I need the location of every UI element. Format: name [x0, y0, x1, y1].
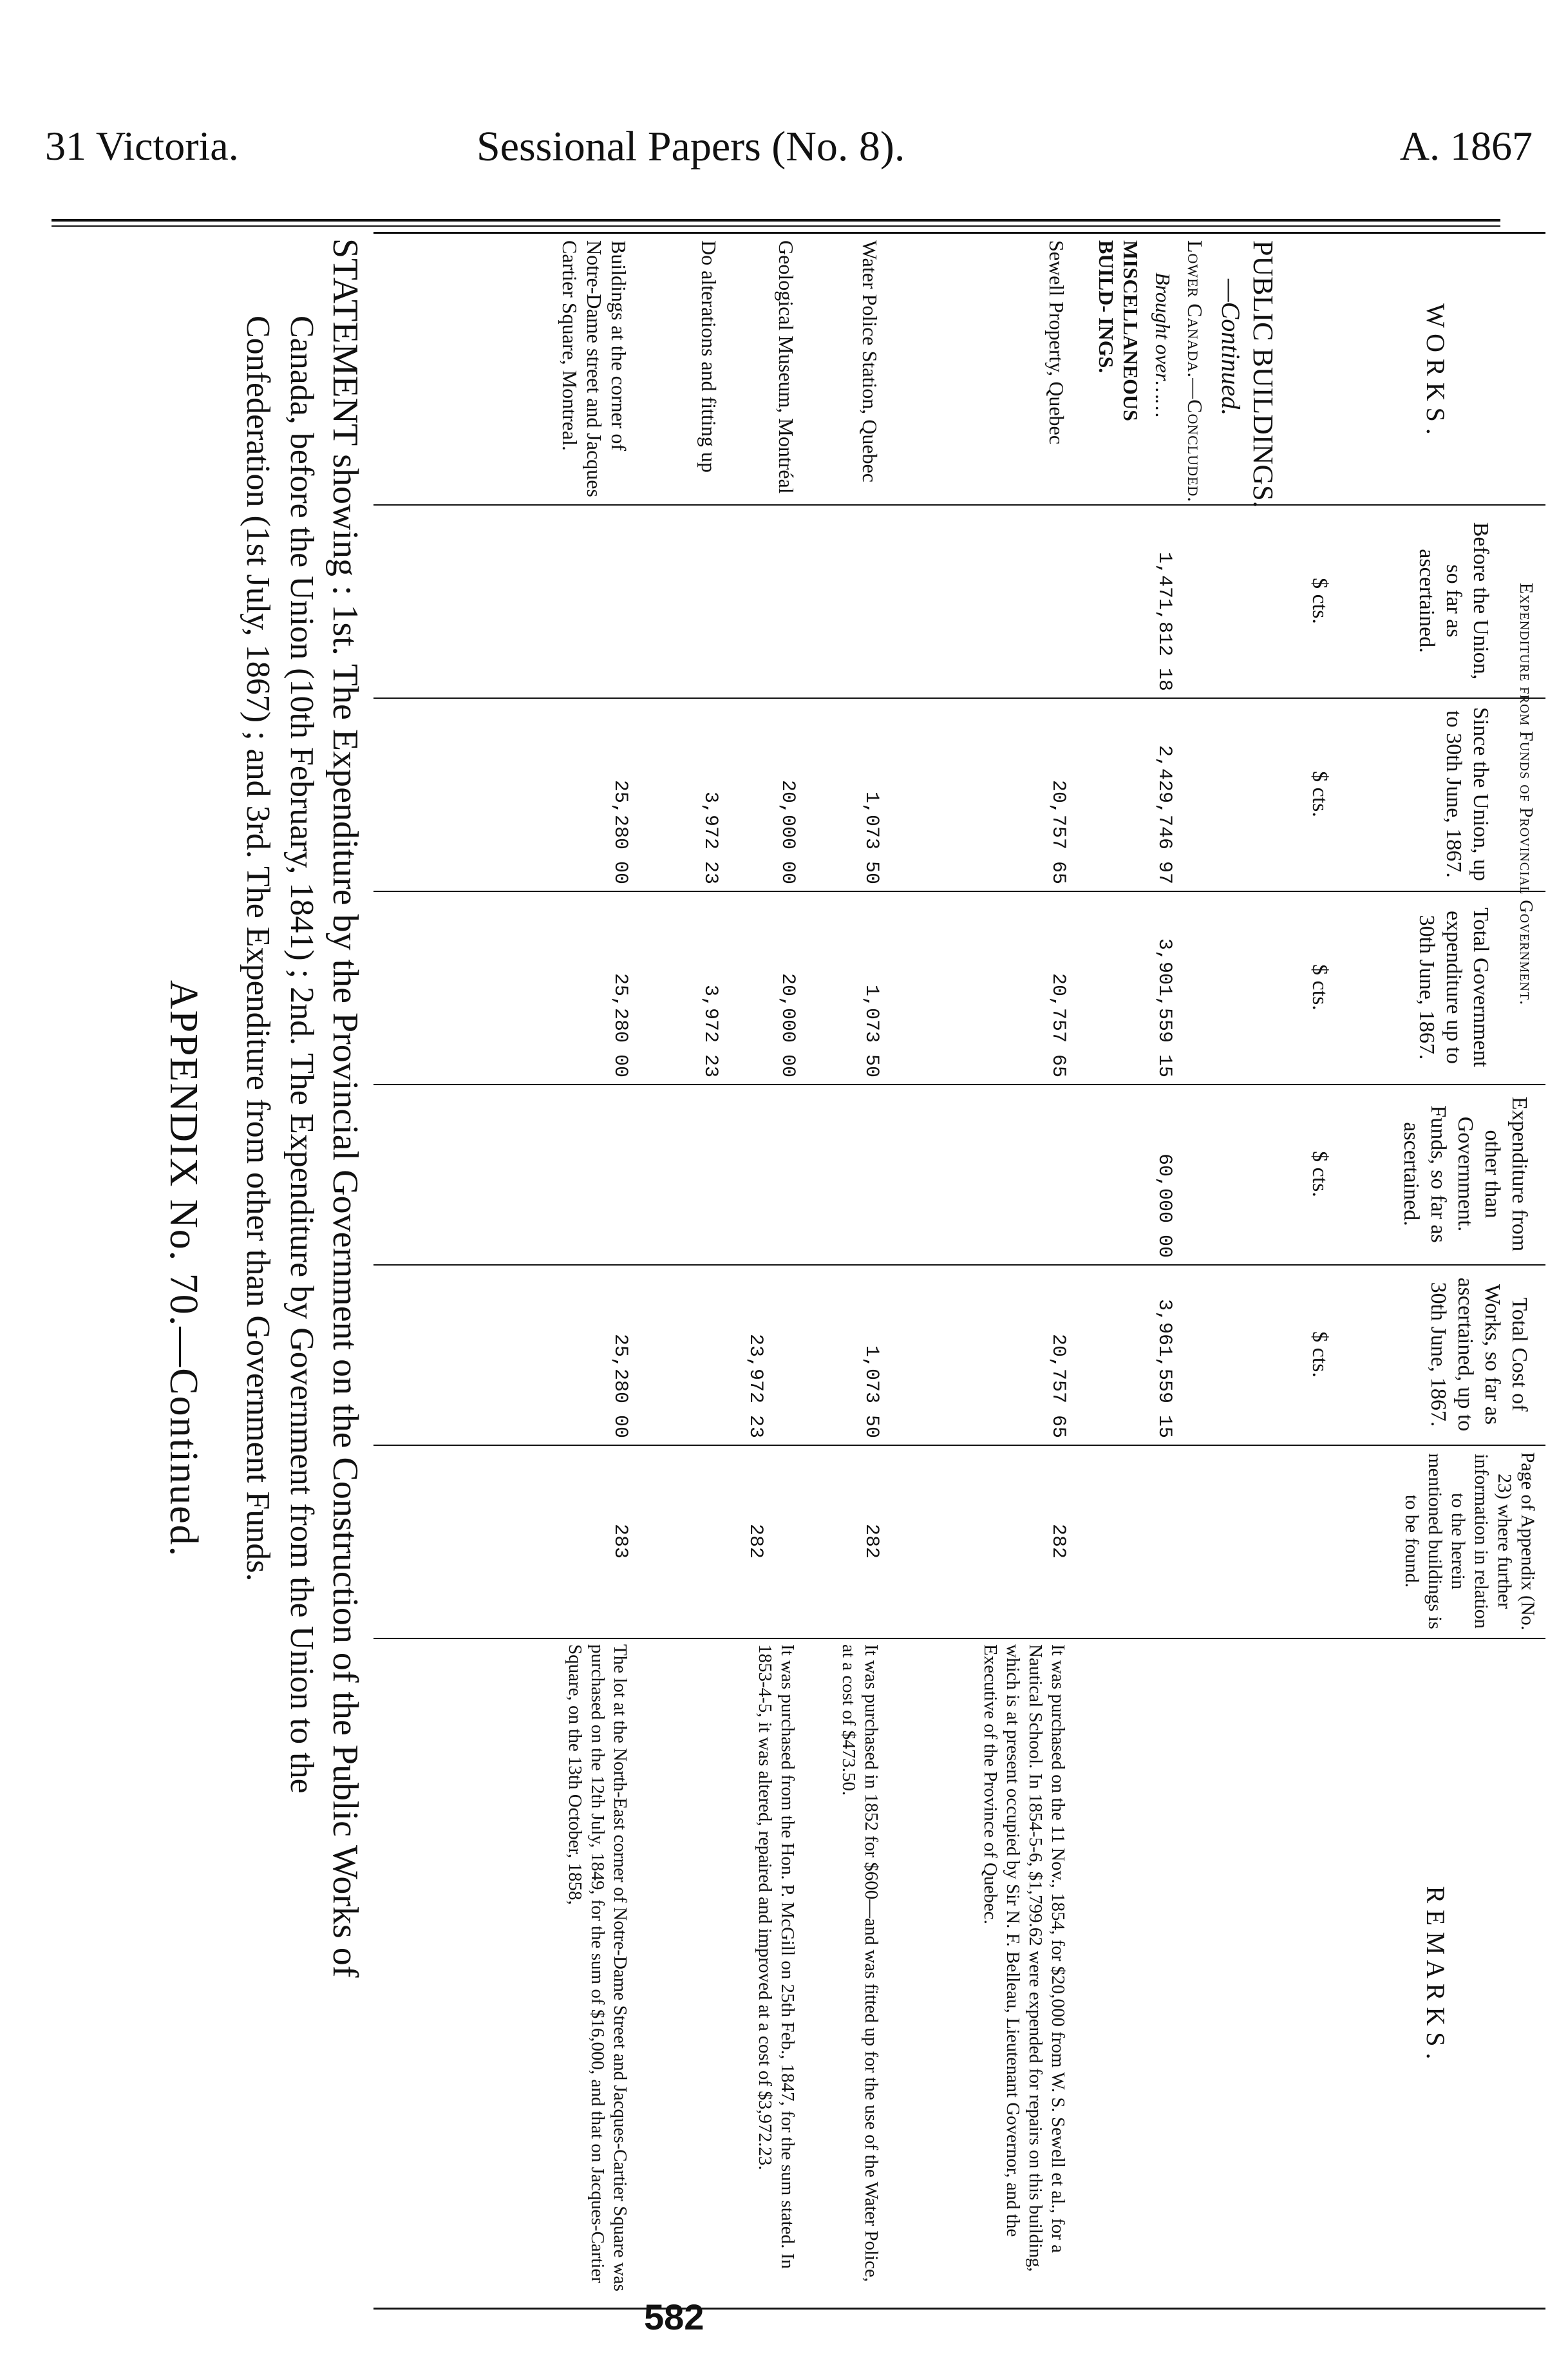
header-volume: 31 Victoria. — [45, 123, 239, 169]
cell-before: 1,471,812 18 — [1153, 551, 1175, 691]
other-funds-header: Expenditure from other than Government. Funds, so far as ascertained. — [1399, 1096, 1531, 1252]
work-name: Geological Museum, Montréal — [775, 240, 798, 494]
work-name: Sewell Property, Quebec — [1045, 240, 1068, 444]
cell-since: 20,757 65 — [1047, 779, 1069, 884]
cell-total-cost: 25,280 00 — [609, 1333, 631, 1438]
cell-since: 1,073 50 — [860, 791, 882, 884]
unit-label: $ cts. — [1308, 1331, 1332, 1378]
header-rule — [52, 219, 1500, 227]
cell-page: 282 — [860, 1523, 882, 1559]
page-number: 582 — [644, 2297, 704, 2337]
cell-total-govt: 1,073 50 — [860, 984, 882, 1077]
header-year: A. 1867 — [1399, 123, 1533, 169]
rotated-table-block — [52, 232, 1545, 2306]
work-name: Buildings at the corner of Notre-Dame street and Jacques Cartier Square, Montreal. — [558, 240, 630, 497]
section-continued: —Continued. — [1216, 279, 1245, 416]
provincial-funds-header: Expenditure from Funds of Provincial Government. — [1516, 582, 1536, 1006]
cell-total-govt: 25,280 00 — [609, 973, 631, 1077]
cell-total-govt: 3,972 23 — [699, 984, 721, 1077]
cell-page: 283 — [609, 1523, 631, 1559]
cell-since: 3,972 23 — [699, 791, 721, 884]
statement-line-1: STATEMENT showing : 1st. The Expenditure by the Provincial Government on the Construction of the Public Works of — [325, 238, 365, 1978]
since-union-header: Since the Union, up to 30th June, 1867. — [1442, 707, 1493, 882]
unit-label: $ cts. — [1308, 1151, 1332, 1197]
header-title: Sessional Papers (No. 8). — [477, 123, 905, 170]
cell-since: 20,000 00 — [777, 779, 798, 884]
unit-label: $ cts. — [1308, 964, 1332, 1010]
works-column — [373, 234, 1545, 506]
page-ref-column — [373, 1445, 1545, 1639]
before-union-header: Before the Union, so far as ascertained. — [1415, 522, 1493, 680]
brought-over-label: Brought over…… — [1151, 272, 1175, 418]
cell-total-cost: 1,073 50 — [860, 1345, 882, 1438]
cell-remark: It was purchased from the Hon. P. McGill on 25th Feb., 1847, for the sum stated. In 1853-4-5, it was altered, repaired and improved at a cost of $3,972.23. — [755, 1644, 798, 2269]
statement-heading — [236, 238, 367, 2235]
statement-line-2: Canada, before the Union (10th February, 1841) ; 2nd. The Expenditure by Government from the Union to the — [283, 316, 320, 1794]
appendix-title: APPENDIX No. 70.—Continued. — [162, 980, 205, 1558]
running-header — [45, 122, 1533, 193]
total-govt-column — [373, 891, 1545, 1085]
cell-total-cost: 20,757 65 — [1047, 1333, 1069, 1438]
unit-label: $ cts. — [1308, 578, 1332, 624]
section-misc-buildings: MISCELLANEOUS BUILD- INGS. — [1095, 240, 1142, 421]
cell-other: 60,000 00 — [1153, 1153, 1175, 1258]
since-union-column — [373, 697, 1545, 892]
cell-page: 282 — [1047, 1523, 1069, 1559]
section-public-buildings: PUBLIC BUILDINGS. — [1247, 240, 1279, 508]
cell-since: 2,429,746 97 — [1153, 745, 1175, 884]
remarks-header: R E M A R K S . — [1421, 1886, 1450, 2060]
works-header: W O R K S . — [1421, 303, 1450, 435]
before-union-column — [373, 504, 1545, 699]
cell-page: 282 — [744, 1523, 766, 1559]
cell-remark: The lot at the North-East corner of Notre-Dame Street and Jacques-Cartier Square was purchased on the 12th July, 1849, for the sum of $16,000, and that on Jacques-Cartier Square, on the 13th October, 1858, — [565, 1644, 630, 2291]
cell-total-govt: 20,000 00 — [777, 973, 798, 1077]
total-cost-header: Total Cost of Works, so far as ascertained, up to 30th June, 1867. — [1426, 1277, 1531, 1432]
page-ref-header: Page of Appendix (No. 23) where further information in relation to the herein mentioned buildings is to be found. — [1401, 1452, 1538, 1631]
section-lower-canada: Lower Canada.—Concluded. — [1184, 240, 1207, 503]
cell-total-govt: 20,757 65 — [1047, 973, 1069, 1077]
statement-line-3: Confederation (1st July, 1867) ; and 3rd. The Expenditure from other than Government Funds. — [240, 316, 276, 1582]
work-name: Water Police Station, Quebec — [858, 240, 882, 482]
other-funds-column — [373, 1084, 1545, 1266]
cell-total-cost: 23,972 23 — [744, 1333, 766, 1438]
statement-table — [373, 232, 1545, 2310]
work-name: Do alterations and fitting up — [697, 240, 721, 473]
total-cost-column — [373, 1264, 1545, 1446]
unit-label: $ cts. — [1308, 771, 1332, 817]
cell-remark: It was purchased in 1852 for $600—and was fitted up for the use of the Water Police, at a cost of $473.50. — [838, 1644, 882, 2282]
total-govt-header: Total Government expenditure up to 30th June, 1867. — [1415, 907, 1493, 1067]
cell-total-cost: 3,961,559 15 — [1153, 1298, 1175, 1438]
cell-total-govt: 3,901,559 15 — [1153, 938, 1175, 1077]
cell-since: 25,280 00 — [609, 779, 631, 884]
cell-remark: It was purchased on the 11 Nov., 1854, for $20,000 from W. S. Sewell et al., for a Nautical School. In 1854-5-6, $1,799.62 were expended for repairs on this building, which is at present occupied by Sir N. F. Belleau, Lieutenant Governor, and the Executive of the Province of Quebec. — [980, 1644, 1068, 2272]
